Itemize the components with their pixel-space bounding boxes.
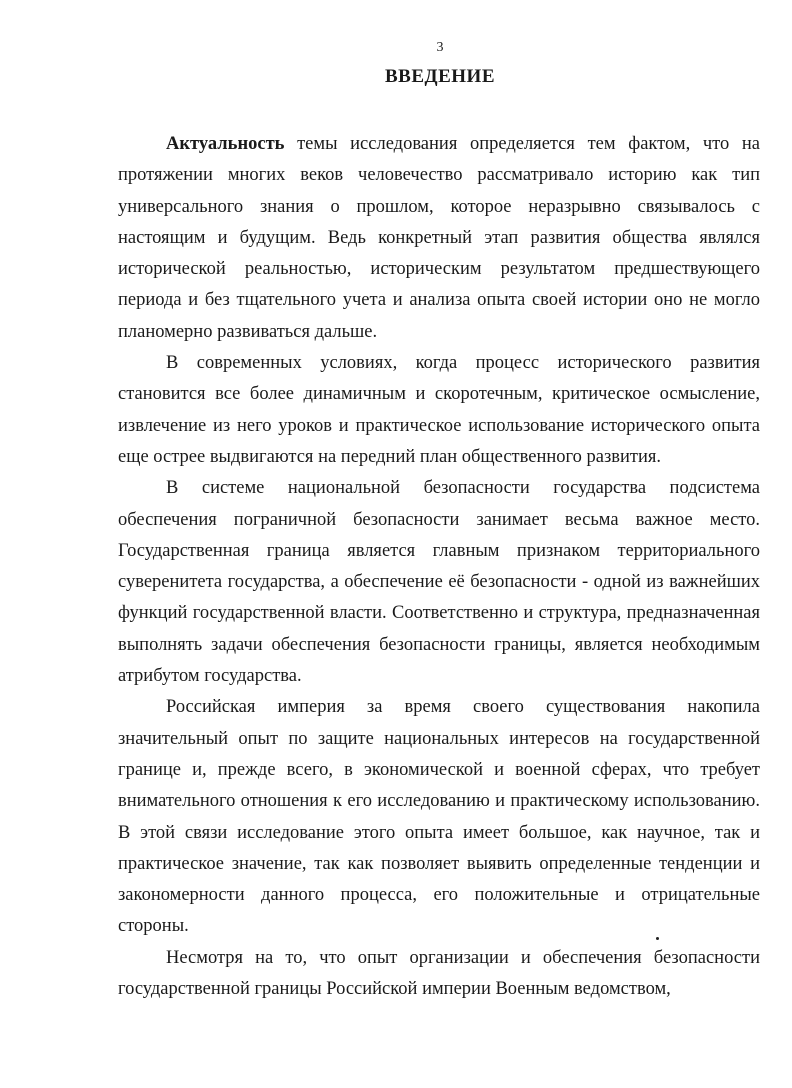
- paragraph-russian-empire: Российская империя за время своего существования накопила значительный опыт по защите национальных интересов на государственной границе и, прежде всего, в экономической и военной сферах, что требует внимательного отношения к его исследованию и практическому использованию. В этой связи исследование этого опыта имеет большое, как научное, так и практическое значение, так как позволяет выявить определенные тенденции и закономерности данного процесса, его положительные и отрицательные стороны.: [118, 697, 760, 937]
- paragraph-relevance: [118, 129, 760, 348]
- page-number: 3: [436, 40, 444, 55]
- scan-speck: [656, 937, 659, 940]
- paragraph-modern-conditions: В современных условиях, когда процесс исторического развития становится все более динамичным и скоротечным, критическое осмысление, извлечение из него уроков и практическое использование исторического опыта еще острее выдвигаются на передний план общественного развития.: [118, 353, 760, 467]
- paragraph-national-security: В системе национальной безопасности государства подсистема обеспечения пограничной безопасности занимает весьма важное место. Государственная граница является главным признаком территориального суверенитета государства, а обеспечение её безопасности - одной из важнейших функций государственной власти. Соответственно и структура, предназначенная выполнять задачи обеспечения безопасности границы, является необходимым атрибутом государства.: [118, 478, 760, 687]
- body-text: [118, 129, 760, 1005]
- paragraph-despite: Несмотря на то, что опыт организации и обеспечения безопасности государственной границы Российской империи Военным ведомством,: [118, 947, 760, 1000]
- paragraph-lead-term: Актуальность: [166, 134, 285, 154]
- paragraph-text: темы исследования определяется тем фактом, что на протяжении многих веков человечество рассматривало историю как тип универсального знания о прошлом, которое неразрывно связывалось с настоящим и будущим. Ведь конкретный этап развития общества являлся исторической реальностью, историческим результатом предшествующего периода и без тщательного учета и анализа опыта своей истории оно не могло планомерно развиваться дальше.: [118, 134, 760, 342]
- page-title: ВВЕДЕНИЕ: [385, 66, 495, 87]
